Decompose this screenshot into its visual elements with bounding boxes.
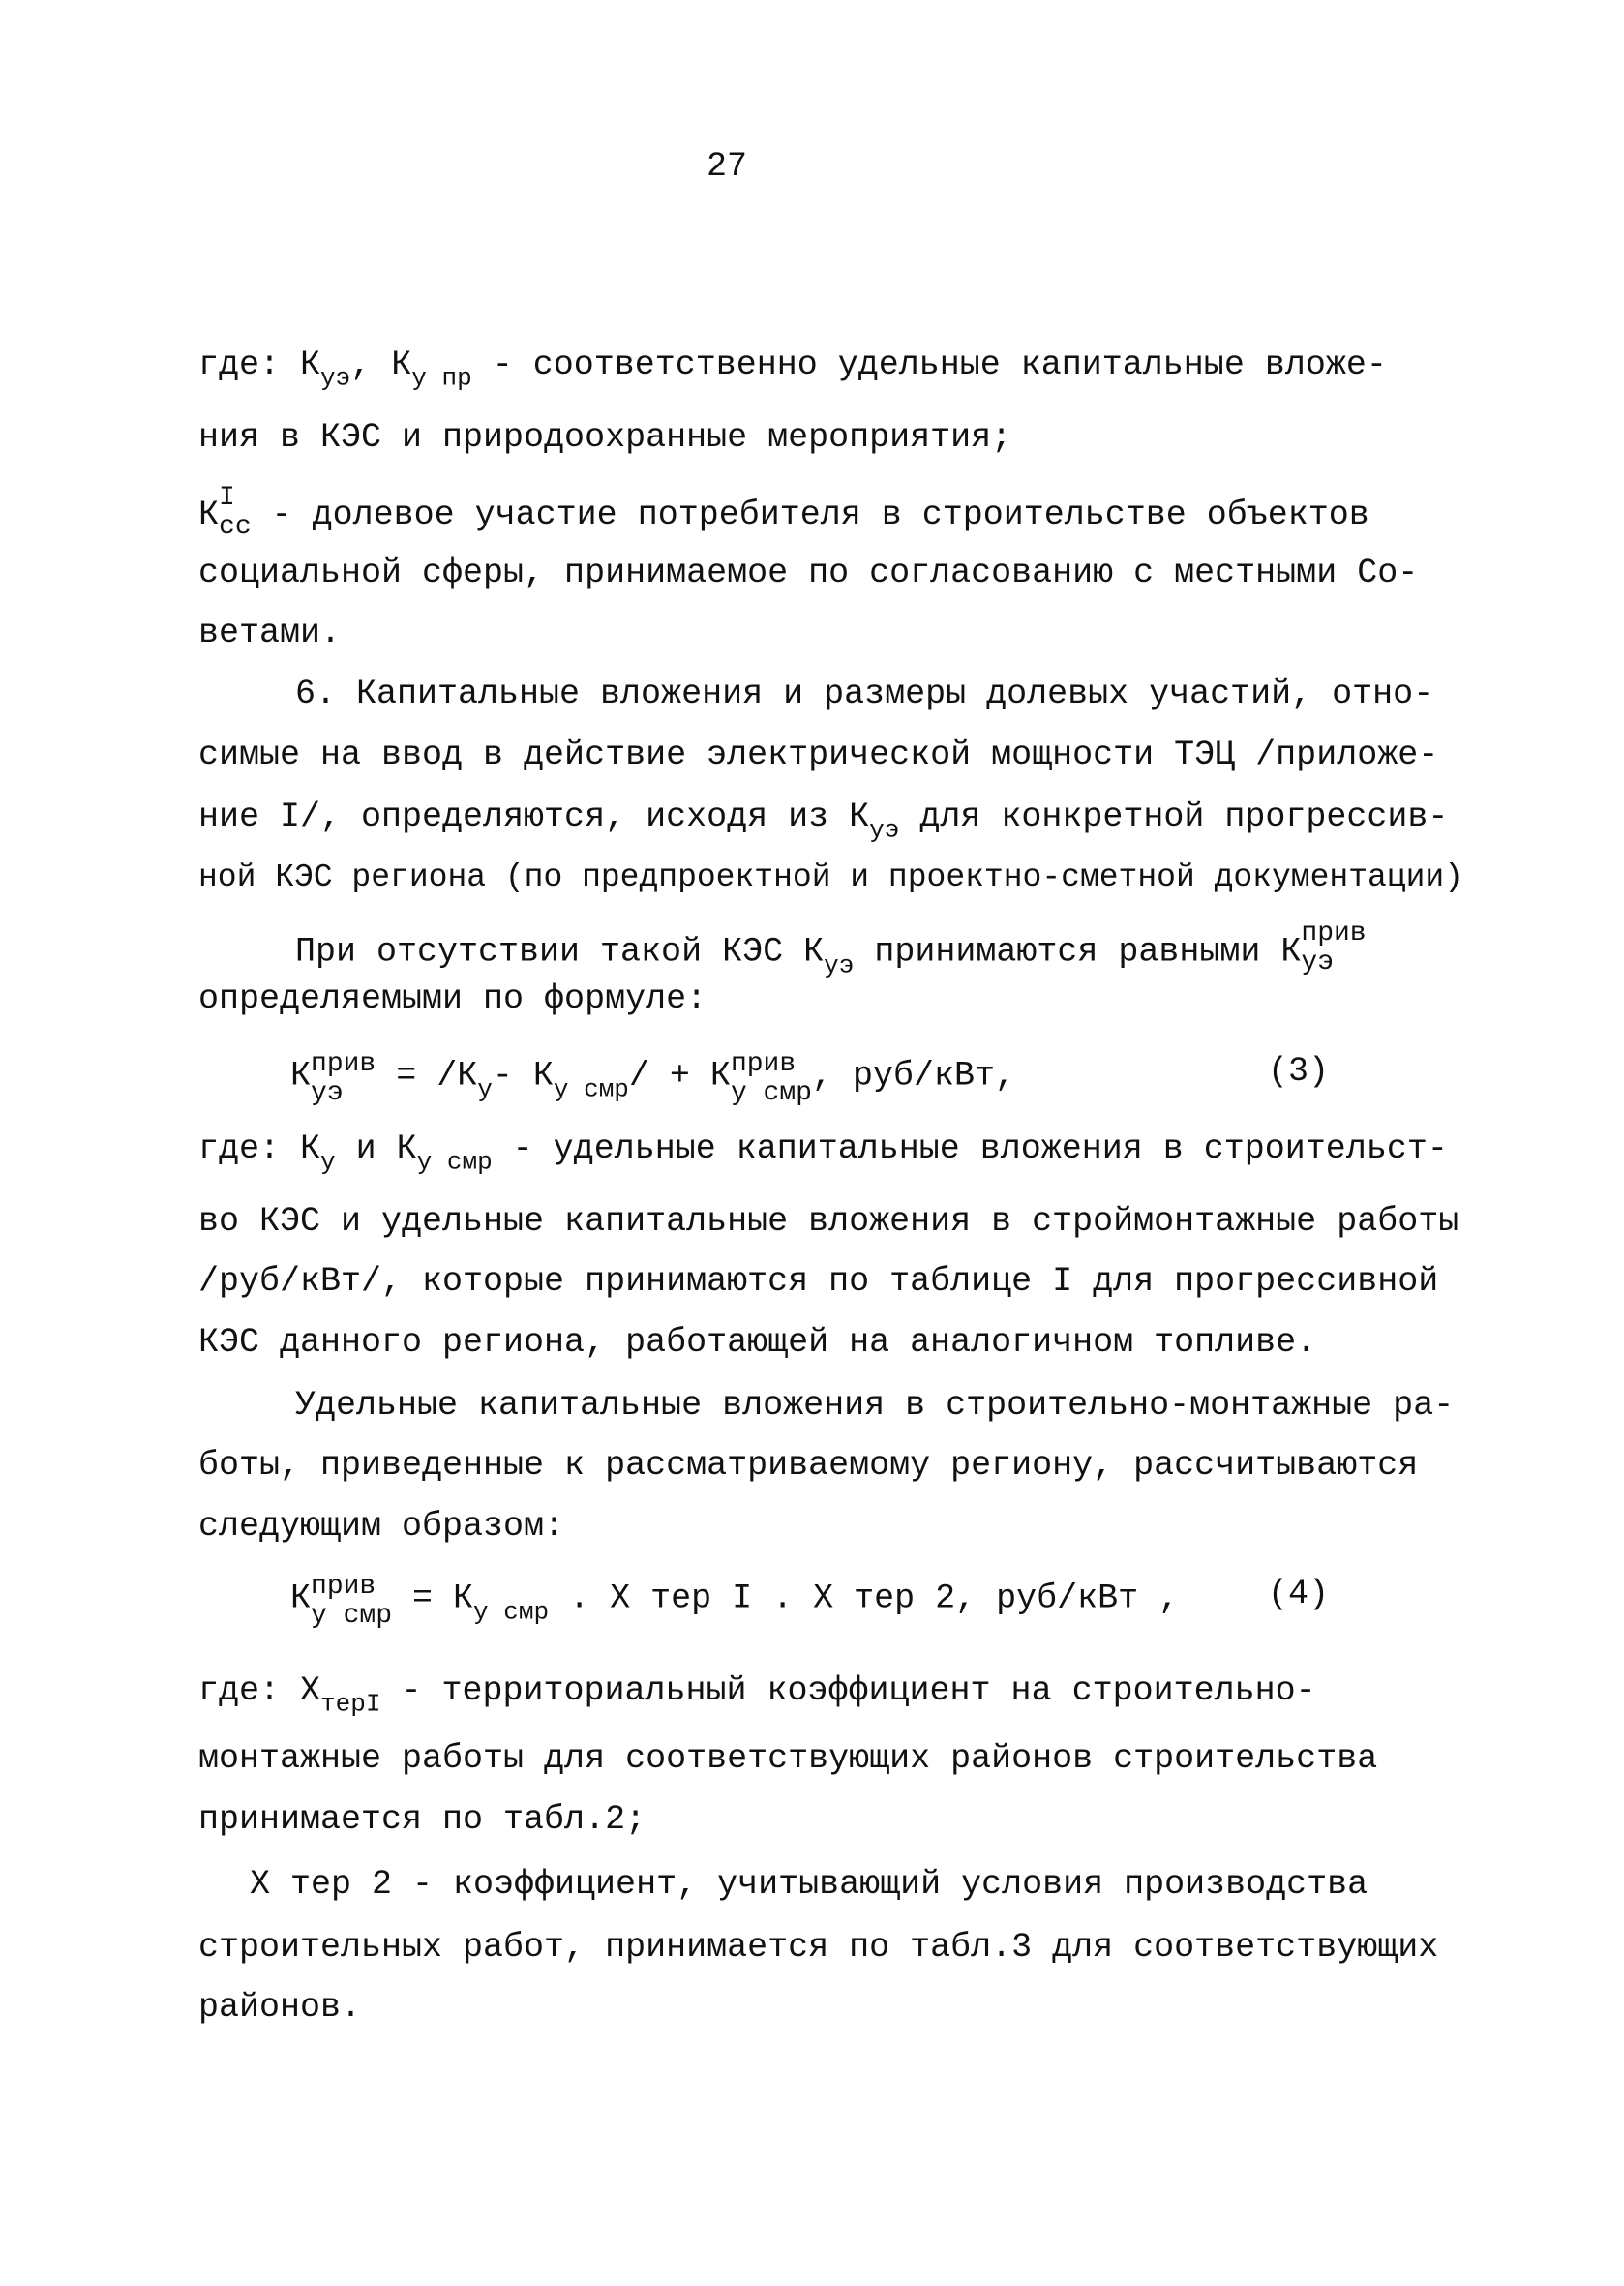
text-line: во КЭС и удельные капитальные вложения в строймонтажные работы — [198, 1202, 1459, 1241]
text-line: принимается по табл.2; — [198, 1800, 647, 1839]
text-line: социальной сферы, принимаемое по согласованию с местными Со- — [198, 554, 1419, 592]
text-line: КЭС данного региона, работающей на аналогичном топливе. — [198, 1323, 1317, 1362]
definition-line: К I сс - долевое участие потребителя в строительстве объектов — [198, 483, 1369, 542]
page-number: 27 — [707, 147, 748, 186]
text-line: следующим образом: — [198, 1507, 565, 1546]
formula-4: К прив у смр = $К_{у смр}$ . Х тер I . Х тер 2, руб/кВт , — [290, 1572, 1180, 1631]
text-line: ние I/, определяются, исходя из $К_{уэ}$ для конкретной прогрессив- — [198, 797, 1449, 845]
formula-3: К прив уэ = $/К_у-$ $К_{у смр}/ + К$ прив у смр , руб/кВт, — [290, 1049, 1015, 1108]
definition-line: где: $К_{уэ}$, $К_{у пр}$ - соответственно удельные капитальные вложе- — [198, 346, 1387, 393]
text-line: ной КЭС региона (по предпроектной и проектно-сметной документации) — [198, 859, 1464, 895]
definition-line: где: $Х_{терI}$ - территориальный коэффициент на строительно- — [198, 1671, 1316, 1719]
text-line: 6. Капитальные вложения и размеры долевых участий, отно- — [295, 675, 1434, 713]
text-line: определяемыми по формуле: — [198, 979, 707, 1018]
text-line: боты, приведенные к рассматриваемому региону, рассчитываются — [198, 1446, 1419, 1485]
text-line: строительных работ, принимается по табл.3 для соответствующих — [198, 1928, 1439, 1967]
definition-line: где: $К_у$ и $К_{у смр}$ - удельные капитальные вложения в строительст- — [198, 1129, 1448, 1177]
text-line: симые на ввод в действие электрической мощности ТЭЦ /приложе- — [198, 736, 1439, 774]
text-line: При отсутствии такой КЭС $К_{уэ}$ принимаются равными К прив уэ — [295, 918, 1367, 980]
text-line: ветами. — [198, 614, 342, 652]
equation-number-4: (4) — [1268, 1575, 1330, 1613]
equation-number-3: (3) — [1268, 1052, 1330, 1091]
text-line: Удельные капитальные вложения в строительно-монтажные ра- — [295, 1386, 1455, 1425]
text-line: монтажные работы для соответствующих районов строительства — [198, 1739, 1378, 1778]
text-line: ния в КЭС и природоохранные мероприятия; — [198, 418, 1012, 457]
text-line: Х тер 2 - коэффициент, учитывающий условия производства — [250, 1865, 1368, 1904]
text-line: /руб/кВт/, которые принимаются по таблице I для прогрессивной — [198, 1262, 1439, 1301]
text-line: районов. — [198, 1988, 362, 2027]
